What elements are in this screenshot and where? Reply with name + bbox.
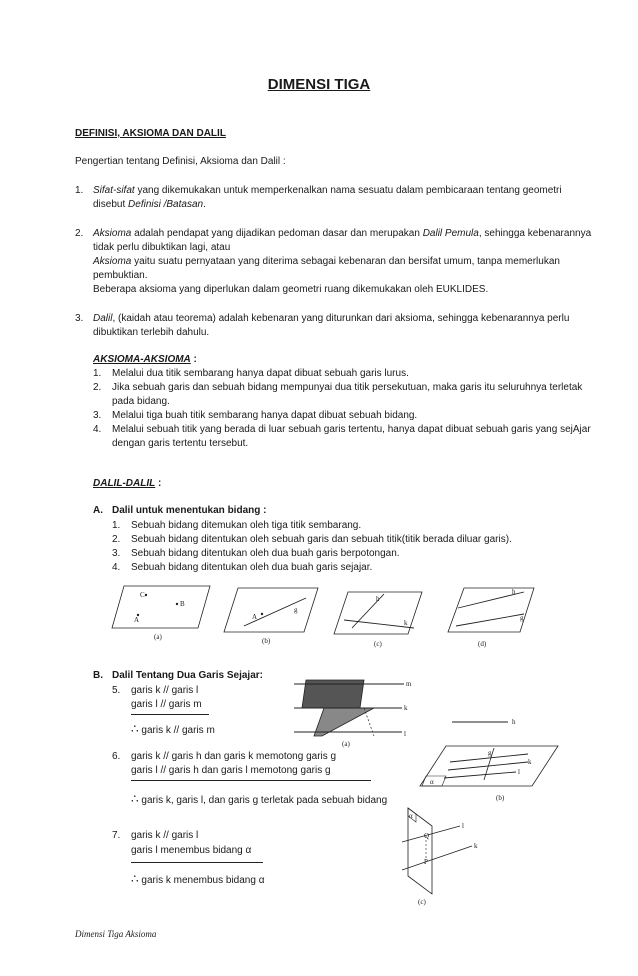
label-k: k bbox=[528, 758, 532, 766]
section-label-b: B. bbox=[93, 670, 103, 681]
theorem-7-premise-1: garis k // garis l bbox=[131, 830, 199, 841]
aksioma-1: Melalui dua titik sembarang hanya dapat dibuat sebuah garis lurus. bbox=[112, 368, 409, 379]
label-k: k bbox=[474, 842, 478, 850]
list-number: 4. bbox=[93, 424, 102, 435]
list-number: 4. bbox=[112, 562, 121, 573]
dalil-item-line2: dibuktikan terlebih dahulu. bbox=[93, 327, 210, 338]
label-l: l bbox=[518, 768, 520, 776]
list-number: 7. bbox=[112, 830, 121, 841]
aksioma-item-line2: tidak perlu dibuktikan lagi, atau bbox=[93, 242, 231, 253]
figure-lines-piercing-plane bbox=[396, 806, 484, 906]
list-number: 2. bbox=[93, 382, 102, 393]
theorem-5-premise-2: garis l // garis m bbox=[131, 699, 202, 710]
aksioma-2: Jika sebuah garis dan sebuah bidang mempunyai dua titik persekutuan, maka garis itu seluruhnya terletak bbox=[112, 382, 583, 393]
caption-c: (c) bbox=[374, 640, 382, 648]
dalil-heading: DALIL-DALIL : bbox=[93, 478, 162, 489]
section-a-title: Dalil untuk menentukan bidang : bbox=[112, 505, 267, 516]
caption-b: (b) bbox=[262, 637, 271, 645]
label-c: C bbox=[140, 591, 145, 599]
caption-a: (a) bbox=[154, 633, 162, 641]
intro-text: Pengertian tentang Definisi, Aksioma dan Dalil : bbox=[75, 156, 286, 167]
aksioma-4: Melalui sebuah titik yang berada di luar sebuah garis tertentu, hanya dapat dibuat sebuah garis yang sejAjar bbox=[112, 424, 591, 435]
section-heading: DEFINISI, AKSIOMA DAN DALIL bbox=[75, 128, 226, 139]
definition-item-1-line2: disebut Definisi /Batasan. bbox=[93, 199, 206, 210]
caption-c: (c) bbox=[418, 898, 426, 906]
list-number: 3. bbox=[93, 410, 102, 421]
label-g: g bbox=[294, 606, 298, 614]
divider bbox=[131, 862, 263, 863]
dalil-a-4: Sebuah bidang ditentukan oleh dua buah garis sejajar. bbox=[131, 562, 373, 573]
caption-d: (d) bbox=[478, 640, 487, 648]
theorem-5-conclusion: ∴ garis k // garis m bbox=[131, 722, 215, 736]
theorem-7-conclusion: ∴ garis k menembus bidang α bbox=[131, 872, 265, 886]
caption-a: (a) bbox=[342, 740, 350, 748]
item-number: 2. bbox=[75, 228, 84, 239]
label-l: l bbox=[462, 822, 464, 830]
aksioma-item-line3: Aksioma yaitu suatu pernyataan yang diterima sebagai kebenaran dan bersifat umum, tanpa memerlukan bbox=[93, 256, 560, 267]
list-number: 3. bbox=[112, 548, 121, 559]
aksioma-3: Melalui tiga buah titik sembarang hanya dapat dibuat sebuah bidang. bbox=[112, 410, 418, 421]
theorem-5-premise-1: garis k // garis l bbox=[131, 685, 199, 696]
item-number: 1. bbox=[75, 185, 84, 196]
aksioma-item-line4: pembuktian. bbox=[93, 270, 148, 281]
label-g: g bbox=[520, 614, 524, 622]
list-number: 5. bbox=[112, 685, 121, 696]
list-number: 2. bbox=[112, 534, 121, 545]
divider bbox=[131, 714, 209, 715]
label-a: A bbox=[134, 616, 140, 624]
figure-plane-line-point bbox=[224, 586, 320, 644]
definition-item-1: Sifat-sifat yang dikemukakan untuk memperkenalkan nama sesuatu dalam pembicaraan tentang geometri bbox=[93, 185, 562, 196]
label-h: h bbox=[376, 595, 380, 603]
theorem-6-premise-1: garis k // garis h dan garis k memotong garis g bbox=[131, 751, 337, 762]
dalil-item-line1: Dalil, (kaidah atau teorema) adalah kebenaran yang diturunkan dari aksioma, sehingga kebenarannya perlu bbox=[93, 313, 570, 324]
theorem-6-conclusion: ∴ garis k, garis l, dan garis g terletak pada sebuah bidang bbox=[131, 792, 388, 806]
dalil-a-2: Sebuah bidang ditentukan oleh sebuah garis dan sebuah titik(titik berada diluar garis). bbox=[131, 534, 512, 545]
caption-b: (b) bbox=[496, 794, 505, 802]
page-footer: Dimensi Tiga Aksioma bbox=[75, 929, 157, 939]
theorem-6-premise-2: garis l // garis h dan garis l memotong garis g bbox=[131, 765, 331, 776]
label-h: h bbox=[512, 718, 516, 726]
label-p: P bbox=[424, 858, 428, 866]
label-alpha: α bbox=[430, 778, 434, 786]
label-h: h bbox=[512, 588, 516, 596]
label-g: g bbox=[488, 749, 492, 757]
section-b-title: Dalil Tentang Dua Garis Sejajar: bbox=[112, 670, 263, 681]
label-k: k bbox=[404, 704, 408, 712]
label-k: k bbox=[404, 619, 408, 627]
label-a: A bbox=[252, 613, 258, 621]
divider bbox=[131, 780, 371, 781]
list-number: 6. bbox=[112, 751, 121, 762]
aksioma-4-line2: dengan garis tertentu tersebut. bbox=[112, 438, 249, 449]
list-number: 1. bbox=[93, 368, 102, 379]
dalil-a-3: Sebuah bidang ditentukan oleh dua buah garis berpotongan. bbox=[131, 548, 400, 559]
aksioma-item-line5: Beberapa aksioma yang diperlukan dalam geometri ruang dikemukakan oleh EUKLIDES. bbox=[93, 284, 489, 295]
figure-plane-intersecting-lines bbox=[334, 590, 424, 648]
theorem-7-premise-2: garis l menembus bidang α bbox=[131, 845, 252, 856]
dalil-a-1: Sebuah bidang ditemukan oleh tiga titik sembarang. bbox=[131, 520, 362, 531]
page-title: DIMENSI TIGA bbox=[267, 76, 371, 93]
aksioma-item-line1: Aksioma adalah pendapat yang dijadikan pedoman dasar dan merupakan Dalil Pemula, sehingga kebenarannya bbox=[93, 228, 592, 239]
label-m: m bbox=[406, 680, 412, 688]
label-alpha: α bbox=[409, 812, 413, 820]
figure-plane-with-lines-klg bbox=[420, 744, 560, 802]
label-q: Q bbox=[424, 832, 430, 840]
figure-parallel-lines-klm bbox=[294, 676, 526, 748]
section-label-a: A. bbox=[93, 505, 103, 516]
figure-plane-parallel-lines bbox=[448, 586, 536, 646]
label-l: l bbox=[404, 730, 406, 738]
aksioma-2-line2: pada bidang. bbox=[112, 396, 170, 407]
figure-plane-three-points bbox=[112, 582, 212, 640]
aksioma-heading: AKSIOMA-AKSIOMA : bbox=[93, 354, 197, 365]
list-number: 1. bbox=[112, 520, 121, 531]
item-number: 3. bbox=[75, 313, 84, 324]
label-b: B bbox=[180, 600, 185, 608]
